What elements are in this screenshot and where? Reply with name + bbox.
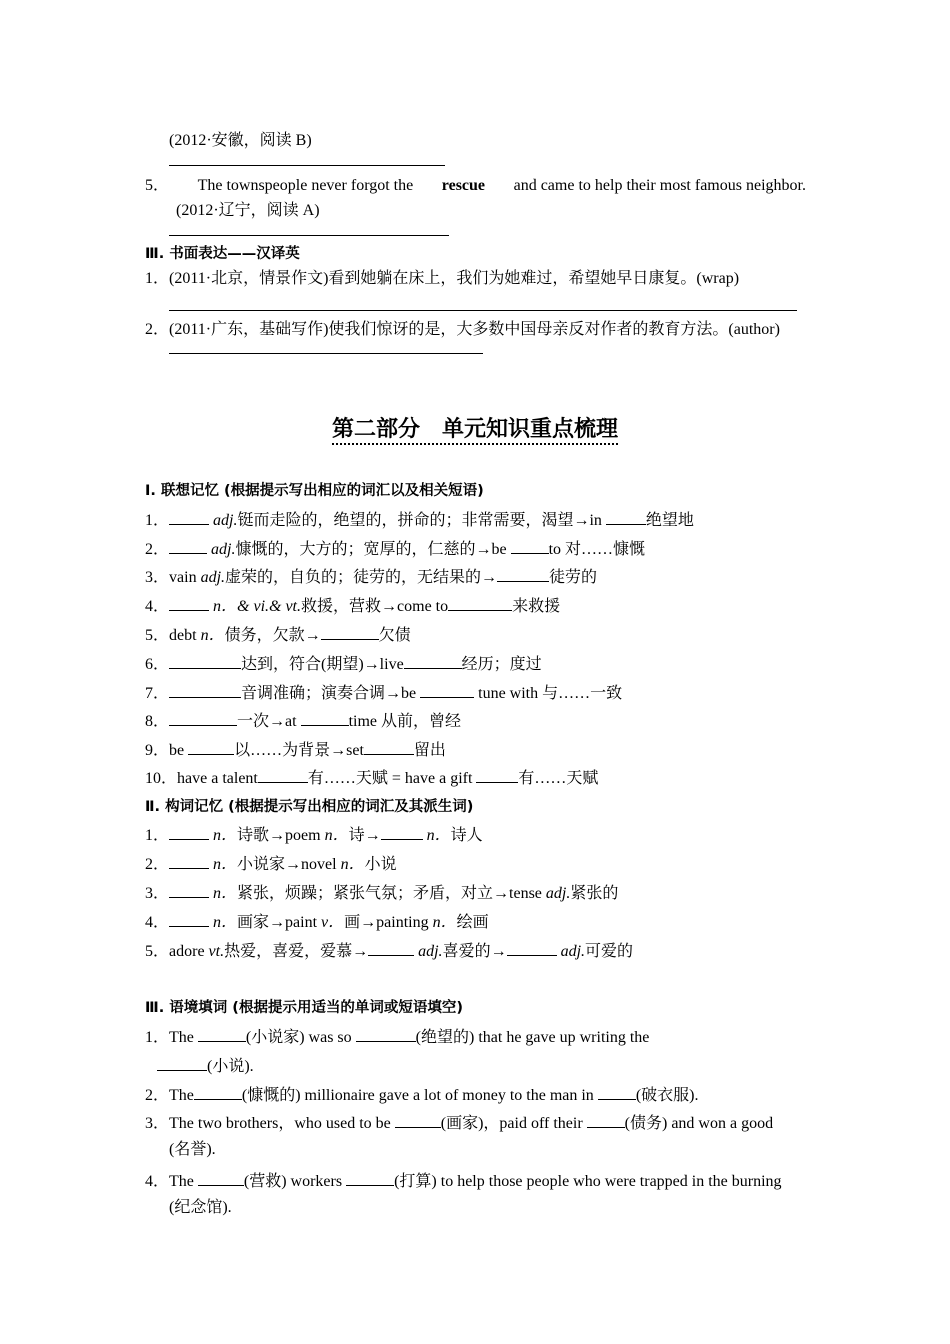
sec3-item-2: 2．The (慷慨的) millionaire gave a lot of money to the man in (破衣服). [145,1084,698,1106]
part2-title: 第二部分 单元知识重点梳理 [0,416,950,444]
blank[interactable] [321,624,379,640]
blank[interactable] [169,653,241,669]
blank[interactable] [169,595,209,611]
blank[interactable] [169,882,209,898]
sec3-item-4-cont: (纪念馆). [169,1199,232,1216]
blank[interactable] [606,509,646,525]
sec1-item-7: 7． 音调准确；演奏合调→be tune with 与……一致 [145,682,622,704]
blank[interactable] [258,767,308,783]
answer-line[interactable] [169,310,797,311]
sec2-item-4: 4． n．画家→paint v．画→painting n．绘画 [145,911,489,933]
blank[interactable] [420,682,474,698]
sec3-item-1-cont: (小说). [157,1055,254,1077]
blank[interactable] [198,1170,244,1186]
sec2-item-5: 5．adore vt.热爱，喜爱，爱慕→ adj.喜爱的→ adj.可爱的 [145,940,633,962]
sec3-item-1: 1．The (小说家) was so (绝望的) that he gave up writing the [145,1026,649,1048]
reading-q5 [145,176,806,196]
blank[interactable] [511,538,549,554]
sec3-item-4: 4．The (营救) workers (打算) to help those people who were trapped in the burning [145,1170,782,1192]
blank[interactable] [476,767,518,783]
sec2-heading: Ⅱ. 构词记忆 (根据提示写出相应的词汇及其派生词) [145,799,474,815]
blank[interactable] [169,538,207,554]
sec2-item-1: 1． n．诗歌→poem n．诗→ n．诗人 [145,824,483,846]
blank[interactable] [507,940,557,956]
sec1-item-9: 9．be 以……为背景→set 留出 [145,739,446,761]
answer-line[interactable] [169,353,483,354]
q5-bold-word: rescue [441,177,486,194]
blank[interactable] [301,710,349,726]
blank[interactable] [169,824,209,840]
blank[interactable] [404,653,462,669]
blank[interactable] [169,509,209,525]
sec3-heading: Ⅲ. 语境填词 (根据提示用适当的单词或短语填空) [145,1000,464,1016]
blank[interactable] [368,940,414,956]
sec1-item-1: 1． adj.铤而走险的，绝望的，拼命的；非常需要，渴望→in 绝望地 [145,509,694,531]
sec1-item-4: 4． n．& vi.& vt.救援，营救→come to 来救援 [145,595,560,617]
blank[interactable] [188,739,234,755]
blank[interactable] [364,739,414,755]
blank[interactable] [346,1170,394,1186]
sec1-item-3: 3．vain adj.虚荣的，自负的；徒劳的，无结果的→ 徒劳的 [145,566,597,588]
sec1-item-5: 5．debt n．债务，欠款→ 欠债 [145,624,411,646]
q5-word-pre: The townspeople never forgot the [197,177,414,194]
sec3-item-3: 3．The two brothers，who used to be (画家)，paid off their (债务) and won a good [145,1112,773,1134]
writing-heading: Ⅲ. 书面表达——汉译英 [145,246,300,262]
blank[interactable] [157,1055,207,1071]
sec1-item-6: 6． 达到，符合(期望)→live 经历；度过 [145,653,542,675]
blank[interactable] [587,1112,625,1128]
blank[interactable] [169,710,237,726]
writing-q2: 2．(2011·广东，基础写作)使我们惊讶的是，大多数中国母亲反对作者的教育方法。(author) [145,321,780,338]
sec1-item-8: 8． 一次→at time 从前，曾经 [145,710,461,732]
blank[interactable] [381,824,423,840]
sec1-item-10: 10．have a talent 有……天赋 = have a gift 有……天赋 [145,767,598,789]
blank[interactable] [497,566,549,582]
blank[interactable] [194,1084,242,1100]
reading-q4-source: (2012·安徽，阅读 B) [169,132,312,149]
answer-line[interactable] [169,165,445,166]
reading-q5-source: (2012·辽宁，阅读 A) [176,202,320,219]
blank[interactable] [169,682,241,698]
item-number: 5． [145,177,170,194]
answer-line[interactable] [169,235,449,236]
writing-q1: 1．(2011·北京，情景作文)看到她躺在床上，我们为她难过，希望她早日康复。(wrap) [145,270,740,287]
sec2-item-2: 2． n．小说家→novel n．小说 [145,853,397,875]
sec3-item-3-cont: (名誉). [169,1141,216,1158]
blank[interactable] [448,595,512,611]
blank[interactable] [198,1026,246,1042]
sec1-heading: Ⅰ. 联想记忆 (根据提示写出相应的词汇以及相关短语) [145,483,484,499]
sec1-item-2: 2． adj.慷慨的，大方的；宽厚的，仁慈的→be to 对……慷慨 [145,538,645,560]
q5-word-post: and came to help their most famous neighbor. [513,177,806,194]
blank[interactable] [356,1026,416,1042]
blank[interactable] [169,911,209,927]
sec2-item-3: 3． n．紧张，烦躁；紧张气氛；矛盾，对立→tense adj.紧张的 [145,882,618,904]
blank[interactable] [169,853,209,869]
blank[interactable] [395,1112,441,1128]
blank[interactable] [598,1084,636,1100]
